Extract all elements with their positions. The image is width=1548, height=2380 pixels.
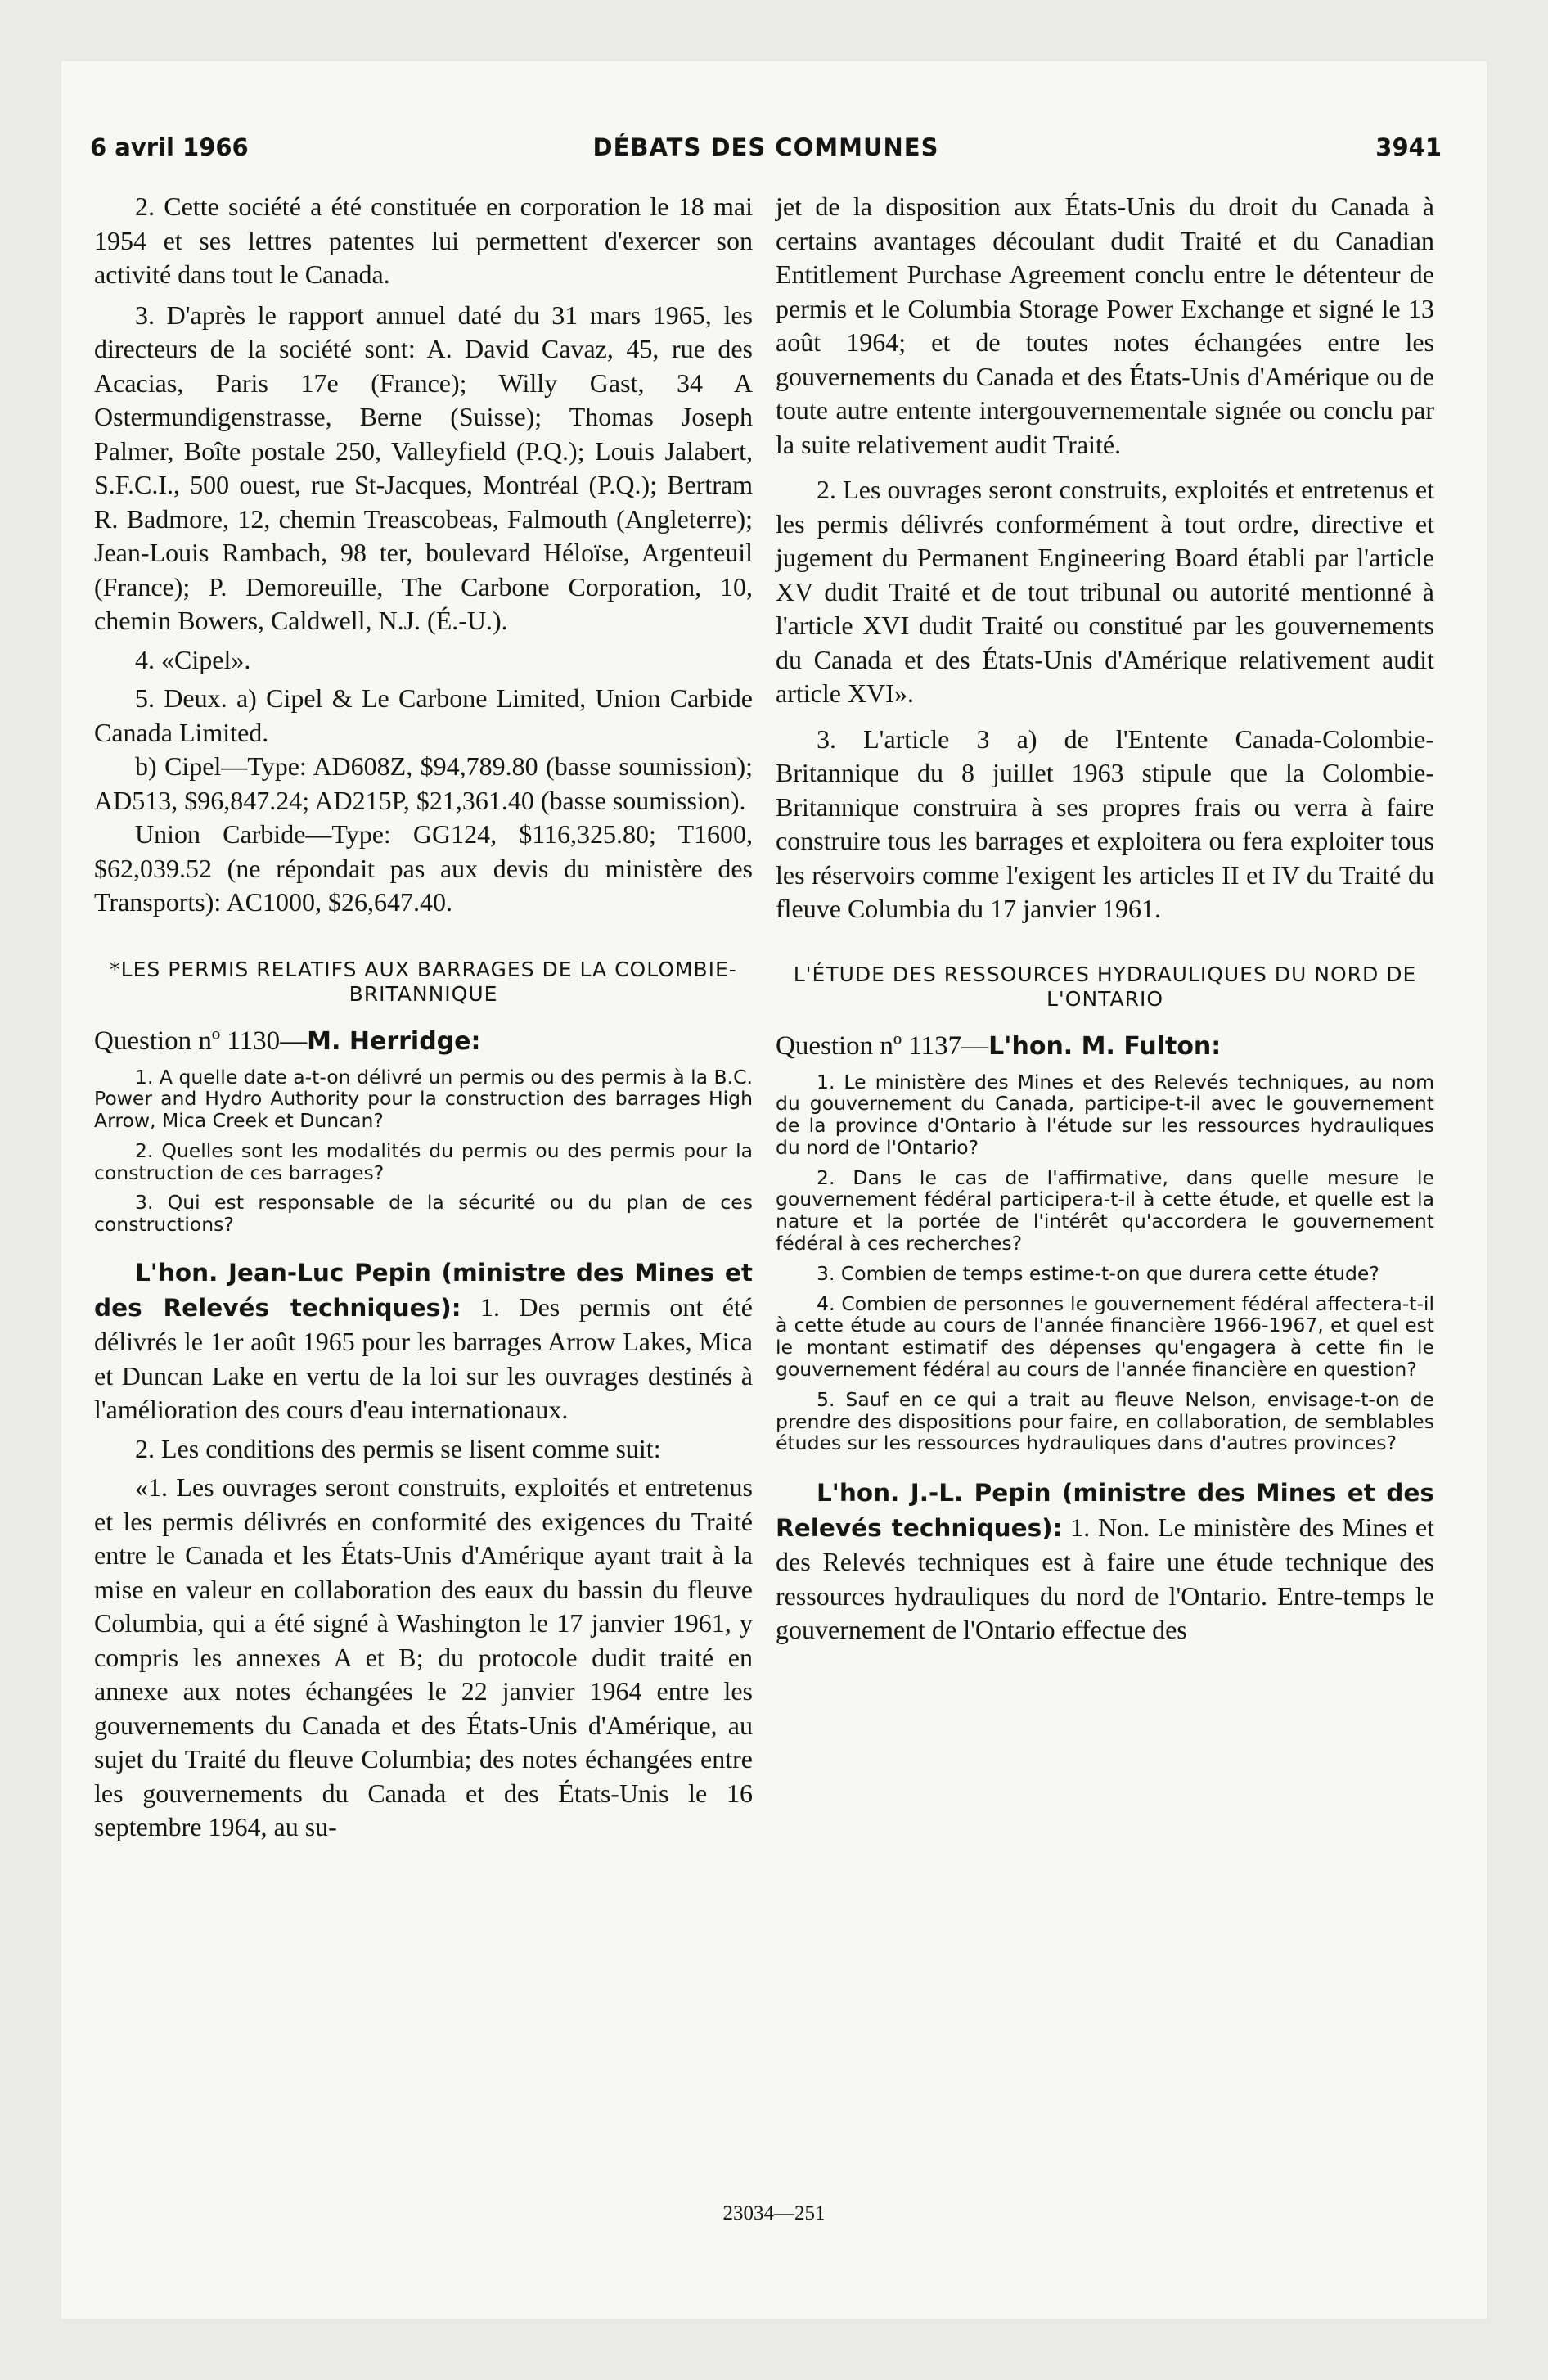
speaker-name: L'hon. J.-L. Pepin (ministre des Mines et des Relevés techniques): — [776, 1479, 1434, 1542]
left-column — [94, 190, 753, 1845]
question-number: Question nº 1137— — [776, 1030, 989, 1061]
paragraph: «1. Les ouvrages seront construits, exploités et entretenus et les permis délivrés en conformité des exigences du Traité entre le Canada et les États-Unis d'Amérique ayant trait à la mise en valeur en collaboration des eaux du bassin du fleuve Columbia, qui a été signé à Washington le 17 janvier 1961, y compris les annexes A et B; du protocole dudit traité en annexe aux notes échangées le 22 janvier 1964 entre les gouvernements du Canada et des États-Unis d'Amérique, au sujet du Traité du fleuve Columbia; des notes échangées entre les gouvernements du Canada et des États-Unis le 16 septembre 1964, au su- — [94, 1472, 753, 1842]
question-item: 1. Le ministère des Mines et des Relevés techniques, au nom du gouvernement du Canada, participe-t-il avec le gouvernement de la province d'Ontario à l'étude sur les ressources hydrauliques du nord de l'Ontario? — [776, 1070, 1434, 1159]
page-number: 3941 — [1375, 133, 1442, 161]
question-member: M. Herridge: — [307, 1026, 481, 1056]
right-column — [776, 190, 1434, 1648]
question-item: 4. Combien de personnes le gouvernement fédéral affectera-t-il à cette étude au cours de l'année financière 1966-1967, et quel est le montant estimatif des dépenses qu'engagera à cette fin le gouvernement fédéral au cours de l'année financière en question? — [776, 1291, 1434, 1382]
question-item: 5. Sauf en ce qui a trait au fleuve Nelson, envisage-t-on de prendre des dispositions pour faire, en collaboration, de semblables études sur les ressources hydrauliques dans d'autres provinces? — [776, 1387, 1434, 1455]
question-line — [776, 1030, 1434, 1063]
header-title: DÉBATS DES COMMUNES — [592, 133, 939, 161]
answer-paragraph — [776, 1476, 1434, 1648]
paragraph: 2. Les ouvrages seront construits, exploités et entretenus et les permis délivrés conformément à tout ordre, directive et jugement du Permanent Engineering Board établi par l'article XV dudit Traité et de tout tribunal ou autorité mentionné à l'article XVI dudit Traité ou constitué par les gouvernements du Canada et des États-Unis d'Amérique relativement audit article XVI». — [776, 475, 1434, 708]
header-date: 6 avril 1966 — [90, 133, 249, 161]
paragraph: b) Cipel—Type: AD608Z, $94,789.80 (basse soumission); AD513, $96,847.24; AD215P, $21,361.40 (basse soumission). — [94, 751, 753, 815]
question-item: 3. Qui est responsable de la sécurité ou du plan de ces constructions? — [94, 1191, 753, 1237]
paragraph: 2. Cette société a été constituée en corporation le 18 mai 1954 et ses lettres patentes lui permettent d'exercer son activité dans tout le Canada. — [94, 192, 753, 289]
paragraph: 2. Les conditions des permis se lisent comme suit: — [135, 1433, 661, 1463]
question-item: 2. Quelles sont les modalités du permis ou des permis pour la construction de ces barrages? — [94, 1138, 753, 1184]
section-heading: *LES PERMIS RELATIFS AUX BARRAGES DE LA COLOMBIE-BRITANNIQUE — [110, 957, 737, 1006]
paragraph: 5. Deux. a) Cipel & Le Carbone Limited, Union Carbide Canada Limited. — [94, 683, 753, 747]
question-item: 3. Combien de temps estime-t-on que durera cette étude? — [817, 1261, 1379, 1285]
section-heading: L'ÉTUDE DES RESSOURCES HYDRAULIQUES DU NORD DE L'ONTARIO — [793, 962, 1417, 1011]
answer-paragraph — [94, 1255, 753, 1427]
question-member: L'hon. M. Fulton: — [988, 1031, 1222, 1061]
speaker-name: L'hon. Jean-Luc Pepin (ministre des Mines et des Relevés techniques): — [94, 1259, 753, 1322]
paragraph: 4. «Cipel». — [135, 644, 251, 674]
question-item: 2. Dans le cas de l'affirmative, dans quelle mesure le gouvernement fédéral participera-t-il à cette étude, et quelle est la nature et la portée de l'intérêt qu'accordera le gouvernement fédéral à ces recherches? — [776, 1165, 1434, 1255]
page-header — [90, 133, 1442, 166]
question-line — [94, 1025, 753, 1058]
page-footer: 23034—251 — [722, 2202, 826, 2224]
answer-text: 1. Non. Le ministère des Mines et des Relevés techniques est à faire une étude technique des ressources hydrauliques du nord de l'Ontario. Entre-temps le gouvernement de l'Ontario effectue des — [776, 1512, 1435, 1645]
question-number: Question nº 1130— — [94, 1025, 308, 1056]
answer-text: 1. Des permis ont été délivrés le 1er août 1965 pour les barrages Arrow Lakes, Mica et Duncan Lake en vertu de la loi sur les ouvrages destinés à l'amélioration des cours d'eau internationaux. — [94, 1291, 753, 1425]
paragraph: jet de la disposition aux États-Unis du droit du Canada à certains avantages découlant dudit Traité et du Canadian Entitlement Purchase Agreement conclu entre le détenteur de permis et le Columbia Storage Power Exchange et signé le 13 août 1964; et de toutes notes échangées entre les gouvernements du Canada et des États-Unis d'Amérique ou de toute autre entente intergouvernementale signée ou conclu par la suite relativement audit Traité. — [776, 192, 1434, 459]
paragraph: 3. L'article 3 a) de l'Entente Canada-Colombie-Britannique du 8 juillet 1963 stipule que la Colombie-Britannique construira à ses propres frais ou verra à faire construire tous les barrages et exploitera ou fera exploiter tous les réservoirs comme l'exigent les articles II et IV du Traité du fleuve Columbia du 17 janvier 1961. — [776, 723, 1434, 923]
paragraph: Union Carbide—Type: GG124, $116,325.80; T1600, $62,039.52 (ne répondait pas aux devis du ministère des Transports): AC1000, $26,647.40. — [94, 819, 753, 917]
paragraph: 3. D'après le rapport annuel daté du 31 mars 1965, les directeurs de la société sont: A. David Cavaz, 45, rue des Acacias, Paris 17e (France); Willy Gast, 34 A Ostermundigenstrasse, Berne (Suisse); Thomas Joseph Palmer, Boîte postale 250, Valleyfield (P.Q.); Louis Jalabert, S.F.C.I., 500 ouest, rue St-Jacques, Montréal (P.Q.); Bertram R. Badmore, 12, chemin Treascobeas, Falmouth (Angleterre); Jean-Louis Rambach, 98 ter, boulevard Héloïse, Argenteuil (France); P. Demoreuille, The Carbone Corporation, 10, chemin Bowers, Caldwell, N.J. (É.-U.). — [94, 300, 753, 635]
question-item: 1. A quelle date a-t-on délivré un permis ou des permis à la B.C. Power and Hydro Authority pour la construction des barrages High Arrow, Mica Creek et Duncan? — [94, 1065, 753, 1133]
